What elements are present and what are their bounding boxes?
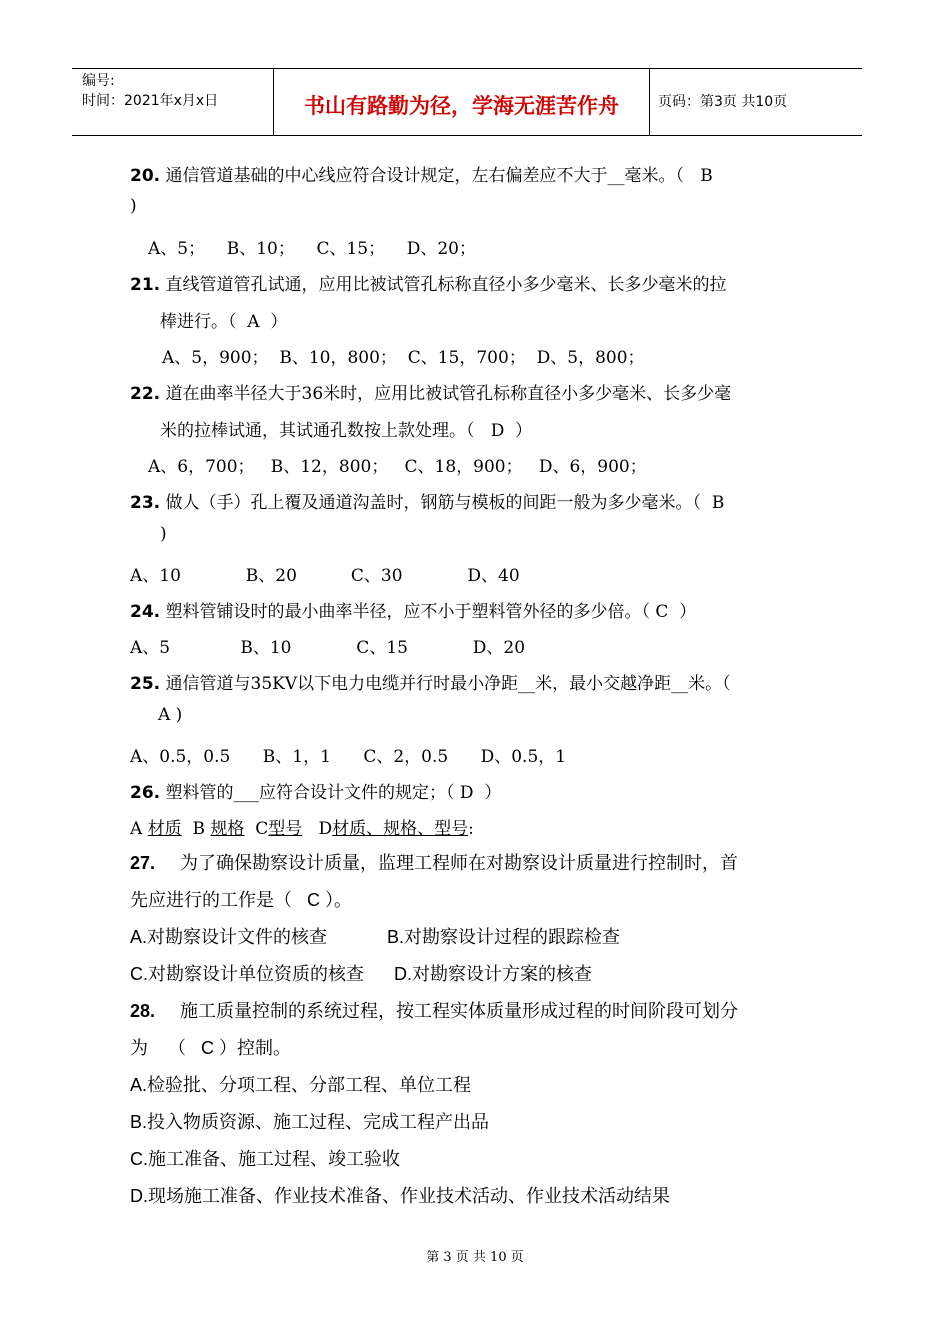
time-label: 时间：2021年x月x日	[82, 93, 219, 109]
question-27-cont: 先应进行的工作是（ C ）。	[130, 890, 353, 910]
question-number: 25.	[130, 674, 161, 694]
question-23-cont: )	[160, 524, 167, 544]
header-motto: 书山有路勤为径，学海无涯苦作舟	[274, 69, 650, 135]
question-number: 24.	[130, 602, 161, 622]
question-28-cont: 为 （ C ）控制。	[130, 1038, 292, 1058]
question-25: 25. 通信管道与35KV以下电力电缆并行时最小净距__米，最小交越净距__米。（	[130, 674, 731, 694]
question-26-options: A 材质 B 规格 C型号 D材质、规格、型号:	[130, 819, 474, 839]
question-23-options: A、10 B、20 C、30 D、40	[130, 566, 520, 586]
number-label: 编号:	[82, 73, 115, 89]
question-24-options: A、5 B、10 C、15 D、20	[130, 638, 526, 658]
question-28-option-a: A.检验批、分项工程、分部工程、单位工程	[130, 1075, 472, 1095]
question-27-options-2: C.对勘察设计单位资质的核查 D.对勘察设计方案的核查	[130, 964, 593, 984]
header-page-label: 页码：第3页 共10页	[658, 94, 788, 110]
question-number: 23.	[130, 493, 161, 513]
question-number: 28.	[130, 1001, 156, 1021]
question-22: 22. 道在曲率半径大于36米时，应用比被试管孔标称直径小多少毫米、长多少毫	[130, 384, 732, 404]
question-20: 20. 通信管道基础的中心线应符合设计规定，左右偏差应不大于__毫米。（ B	[130, 166, 713, 186]
question-23: 23. 做人（手）孔上覆及通道沟盖时，钢筋与模板的间距一般为多少毫米。（ B	[130, 493, 725, 513]
question-number: 27.	[130, 853, 156, 873]
question-26: 26. 塑料管的___应符合设计文件的规定；（ D ）	[130, 783, 502, 803]
question-24: 24. 塑料管铺设时的最小曲率半径，应不小于塑料管外径的多少倍。（ C ）	[130, 602, 697, 622]
question-28-option-b: B.投入物质资源、施工过程、完成工程产出品	[130, 1112, 490, 1132]
question-28-option-c: C.施工准备、施工过程、竣工验收	[130, 1149, 400, 1169]
page-footer: 第 3 页 共 10 页	[426, 1250, 524, 1265]
question-number: 20.	[130, 166, 161, 186]
question-21: 21. 直线管道管孔试通，应用比被试管孔标称直径小多少毫米、长多少毫米的拉	[130, 275, 727, 295]
question-number: 21.	[130, 275, 161, 295]
question-25-cont: A )	[158, 705, 183, 725]
question-20-options: A、5； B、10； C、15； D、20；	[148, 239, 476, 259]
question-number: 26.	[130, 783, 161, 803]
question-21-options: A、5，900； B、10，800； C、15，700； D、5，800；	[162, 348, 645, 368]
question-28: 28. 施工质量控制的系统过程，按工程实体质量形成过程的时间阶段可划分	[130, 1001, 739, 1021]
question-22-cont: 米的拉棒试通，其试通孔数按上款处理。（ D ）	[160, 421, 533, 441]
question-27-options-1: A.对勘察设计文件的核查 B.对勘察设计过程的跟踪检查	[130, 927, 621, 947]
question-number: 22.	[130, 384, 161, 404]
question-21-cont: 棒进行。（ A ）	[160, 312, 288, 332]
question-28-option-d: D.现场施工准备、作业技术准备、作业技术活动、作业技术活动结果	[130, 1186, 670, 1206]
question-22-options: A、6，700； B、12，800； C、18，900； D、6，900；	[148, 457, 647, 477]
page-header	[72, 68, 862, 136]
question-27: 27. 为了确保勘察设计质量，监理工程师在对勘察设计质量进行控制时，首	[130, 853, 739, 873]
question-20-cont: )	[130, 196, 137, 216]
question-25-options: A、0.5，0.5 B、1，1 C、2，0.5 D、0.5，1	[130, 747, 567, 767]
header-meta	[72, 69, 274, 135]
